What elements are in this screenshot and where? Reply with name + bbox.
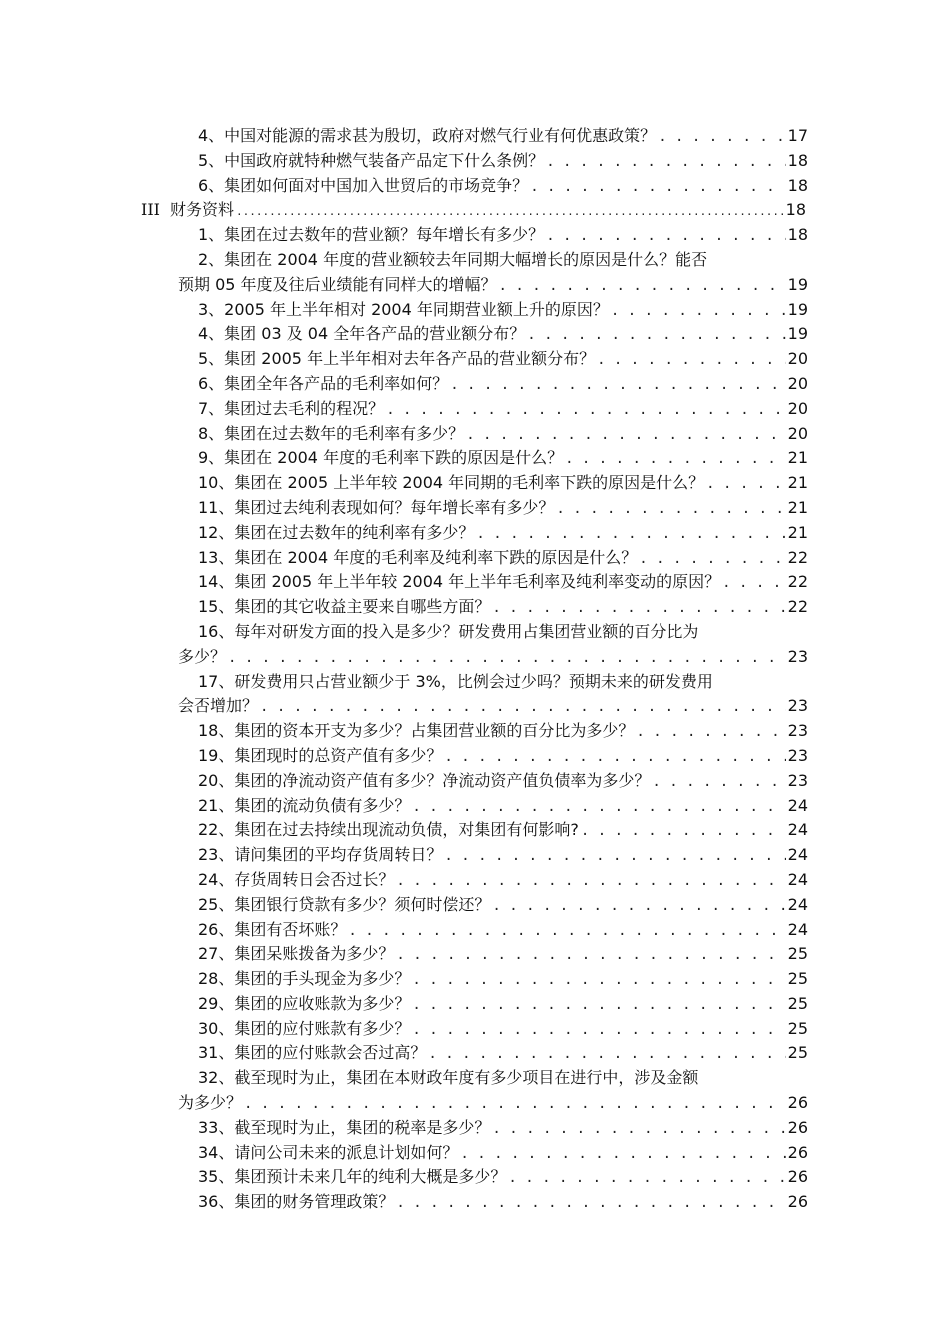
page-number: 17 — [787, 126, 808, 145]
toc-line — [0, 794, 950, 819]
page-number: 24 — [787, 894, 808, 914]
toc-entry-title: 21、集团的流动负债有多少？ — [198, 795, 411, 815]
toc-entry-title: 20、集团的净流动资产值有多少？净流动资产值负债率为多少？ — [198, 770, 651, 790]
dot-leader — [652, 770, 785, 795]
page-number: 23 — [787, 745, 808, 765]
toc-entry[interactable] — [0, 124, 950, 149]
toc-entry[interactable] — [0, 967, 950, 992]
toc-entry[interactable] — [0, 843, 950, 868]
dot-leader — [444, 745, 785, 770]
toc-entry-title: 12、集团在过去数年的纯利率有多少？ — [198, 522, 475, 542]
toc-section-heading[interactable] — [0, 198, 950, 223]
toc-entry[interactable] — [0, 893, 950, 918]
page-number: 22 — [787, 572, 808, 592]
toc-entry-title: 7、集团过去毛利的程况？ — [198, 398, 385, 418]
toc-entry[interactable] — [0, 1141, 950, 1166]
toc-line — [0, 149, 950, 174]
toc-entry-title: 18、集团的资本开支为多少？占集团营业额的百分比为多少？ — [198, 721, 635, 741]
toc-entry[interactable] — [0, 496, 950, 521]
toc-entry-title: 会否增加？ — [178, 696, 259, 716]
dot-leader — [236, 200, 784, 225]
toc-entry-title: 28、集团的手头现金为多少？ — [198, 969, 411, 989]
toc-entry[interactable] — [0, 719, 950, 744]
toc-entry-title: 34、请问公司未来的派息计划如何？ — [198, 1142, 459, 1162]
toc-line — [0, 248, 950, 273]
dot-leader — [460, 1142, 785, 1167]
toc-entry[interactable] — [0, 769, 950, 794]
toc-entry-title: 11、集团过去纯利表现如何？每年增长率有多少？ — [198, 497, 555, 517]
toc-line — [0, 620, 950, 645]
toc-entry-title: 17、研发费用只占营业额少于 3%，比例会过少吗？预期未来的研发费用 — [198, 671, 713, 691]
toc-entry[interactable] — [0, 1116, 950, 1141]
dot-leader — [386, 398, 785, 423]
toc-line — [0, 347, 950, 372]
toc-entry-title: 22、集团在过去持续出现流动负债，对集团有何影响? — [198, 820, 579, 840]
page-number: 24 — [787, 820, 808, 840]
toc-entry-title: 24、存货周转日会否过长？ — [198, 869, 395, 889]
toc-entry[interactable] — [0, 570, 950, 595]
dot-leader — [396, 869, 785, 894]
toc-entry[interactable] — [0, 942, 950, 967]
toc-line — [0, 694, 950, 719]
page-number: 18 — [787, 225, 808, 245]
toc-entry-title: 3、2005 年上半年相对 2004 年同期营业额上升的原因？ — [198, 299, 609, 319]
dot-leader — [396, 943, 785, 968]
toc-entry[interactable] — [0, 1017, 950, 1042]
dot-leader — [396, 1191, 785, 1216]
page-number: 25 — [787, 993, 808, 1013]
toc-entry[interactable] — [0, 521, 950, 546]
page-number: 22 — [787, 547, 808, 567]
dot-leader — [412, 1018, 785, 1043]
toc-line — [0, 546, 950, 571]
section-number: III — [141, 200, 160, 220]
page-number: 24 — [787, 869, 808, 889]
toc-line — [0, 818, 950, 843]
page-number: 18 — [787, 150, 808, 170]
toc-entry-title: 25、集团银行贷款有多少？须何时偿还？ — [198, 894, 491, 914]
page-number: 20 — [787, 373, 808, 393]
page-number: 19 — [787, 274, 808, 294]
dot-leader — [546, 224, 785, 249]
toc-entry[interactable] — [0, 397, 950, 422]
toc-line — [0, 1190, 950, 1215]
toc-entry[interactable] — [0, 1165, 950, 1190]
toc-line — [0, 124, 950, 149]
page-number: 19 — [787, 324, 808, 344]
page-number: 21 — [787, 473, 808, 493]
page-number: 20 — [787, 423, 808, 443]
toc-entry-title: 多少？ — [178, 646, 227, 666]
toc-line — [0, 893, 950, 918]
toc-line — [0, 1091, 950, 1116]
toc-entry-title: 19、集团现时的总资产值有多少？ — [198, 745, 443, 765]
dot-leader — [228, 646, 786, 671]
toc-entry-title: 4、中国对能源的需求甚为殷切，政府对燃气行业有何优惠政策？ — [198, 126, 657, 145]
toc-entry[interactable] — [0, 794, 950, 819]
toc-entry-title: 财务资料 — [169, 200, 234, 220]
toc-line — [0, 298, 950, 323]
toc-entry[interactable] — [0, 422, 950, 447]
dot-leader — [597, 348, 786, 373]
dot-leader — [492, 1117, 785, 1142]
toc-line — [0, 942, 950, 967]
table-of-contents — [0, 124, 950, 1215]
toc-entry-title: 5、中国政府就特种燃气装备产品定下什么条例？ — [198, 150, 545, 170]
page-number: 18 — [785, 200, 806, 220]
toc-line — [0, 1116, 950, 1141]
toc-line — [0, 422, 950, 447]
dot-leader — [527, 323, 785, 348]
dot-leader — [636, 720, 785, 745]
page-number: 24 — [787, 795, 808, 815]
toc-entry-title: 13、集团在 2004 年度的毛利率及纯利率下跌的原因是什么？ — [198, 547, 638, 567]
toc-line — [0, 645, 950, 670]
dot-leader — [444, 844, 785, 869]
toc-line — [0, 223, 950, 248]
toc-entry-title: 2、集团在 2004 年度的营业额较去年同期大幅增长的原因是什么？能否 — [198, 249, 708, 269]
toc-entry[interactable] — [0, 918, 950, 943]
page-number: 23 — [787, 721, 808, 741]
toc-line — [0, 372, 950, 397]
toc-line — [0, 595, 950, 620]
toc-entry-title: 31、集团的应付账款会否过高？ — [198, 1043, 427, 1063]
toc-line — [0, 719, 950, 744]
dot-leader — [244, 1092, 786, 1117]
toc-entry[interactable] — [0, 223, 950, 248]
toc-entry-title: 36、集团的财务管理政策？ — [198, 1192, 395, 1212]
dot-leader — [412, 968, 785, 993]
toc-entry-title: 预期 05 年度及往后业绩能有同样大的增幅？ — [178, 274, 497, 294]
toc-entry-title: 6、集团如何面对中国加入世贸后的市场竞争？ — [198, 175, 529, 195]
page-number: 19 — [787, 299, 808, 319]
toc-entry-title: 10、集团在 2005 上半年较 2004 年同期的毛利率下跌的原因是什么？ — [198, 473, 705, 493]
toc-entry[interactable] — [0, 1041, 950, 1066]
toc-entry[interactable] — [0, 818, 950, 843]
dot-leader — [611, 299, 786, 324]
toc-entry[interactable] — [0, 744, 950, 769]
toc-entry[interactable] — [0, 620, 950, 670]
toc-entry-title: 5、集团 2005 年上半年相对去年各产品的营业额分布？ — [198, 349, 596, 369]
dot-leader — [492, 596, 785, 621]
toc-entry[interactable] — [0, 595, 950, 620]
toc-line — [0, 967, 950, 992]
page-number: 24 — [787, 919, 808, 939]
page-number: 24 — [787, 845, 808, 865]
page-number: 20 — [787, 398, 808, 418]
page-number: 18 — [787, 175, 808, 195]
toc-entry[interactable] — [0, 322, 950, 347]
toc-entry[interactable] — [0, 868, 950, 893]
dot-leader — [565, 447, 786, 472]
toc-entry[interactable] — [0, 149, 950, 174]
toc-entry-title: 6、集团全年各产品的毛利率如何？ — [198, 373, 449, 393]
dot-leader — [546, 150, 785, 175]
toc-line — [0, 744, 950, 769]
page-number: 25 — [787, 969, 808, 989]
page-number: 23 — [787, 696, 808, 716]
dot-leader — [722, 571, 785, 596]
toc-entry-title: 29、集团的应收账款为多少？ — [198, 993, 411, 1013]
toc-entry[interactable] — [0, 546, 950, 571]
toc-entry[interactable] — [0, 372, 950, 397]
toc-line — [0, 992, 950, 1017]
toc-entry-title: 33、截至现时为止，集团的税率是多少？ — [198, 1117, 491, 1137]
toc-entry-title: 26、集团有否坏账？ — [198, 919, 347, 939]
toc-entry[interactable] — [0, 298, 950, 323]
dot-leader — [639, 547, 785, 572]
page-number: 26 — [787, 1117, 808, 1137]
toc-entry[interactable] — [0, 992, 950, 1017]
toc-line — [0, 521, 950, 546]
toc-entry-title: 30、集团的应付账款有多少？ — [198, 1018, 411, 1038]
page-number: 26 — [787, 1192, 808, 1212]
dot-leader — [706, 472, 785, 497]
toc-entry-title: 35、集团预计未来几年的纯利大概是多少？ — [198, 1167, 507, 1187]
page-number: 23 — [787, 770, 808, 790]
dot-leader — [412, 993, 785, 1018]
toc-line — [0, 198, 950, 223]
toc-line — [0, 670, 950, 695]
toc-entry-title: 27、集团呆账拨备为多少？ — [198, 944, 395, 964]
toc-entry[interactable] — [0, 1066, 950, 1116]
dot-leader — [556, 497, 785, 522]
toc-entry[interactable] — [0, 248, 950, 298]
dot-leader — [499, 274, 786, 299]
page-number: 20 — [787, 349, 808, 369]
page-number: 26 — [787, 1167, 808, 1187]
toc-entry[interactable] — [0, 347, 950, 372]
toc-entry-title: 1、集团在过去数年的营业额？每年增长有多少？ — [198, 225, 545, 245]
dot-leader — [581, 819, 786, 844]
toc-line — [0, 868, 950, 893]
dot-leader — [466, 423, 785, 448]
toc-line — [0, 1066, 950, 1091]
dot-leader — [476, 522, 785, 547]
toc-entry-title: 8、集团在过去数年的毛利率有多少？ — [198, 423, 465, 443]
toc-line — [0, 1017, 950, 1042]
page-number: 25 — [787, 1043, 808, 1063]
toc-line — [0, 397, 950, 422]
page-number: 25 — [787, 1018, 808, 1038]
toc-entry-title: 为多少？ — [178, 1093, 243, 1113]
toc-entry[interactable] — [0, 471, 950, 496]
toc-entry-title: 15、集团的其它收益主要来自哪些方面？ — [198, 597, 491, 617]
toc-line — [0, 446, 950, 471]
dot-leader — [492, 894, 785, 919]
toc-line — [0, 918, 950, 943]
toc-line — [0, 273, 950, 298]
toc-line — [0, 1041, 950, 1066]
page-number: 26 — [787, 1142, 808, 1162]
toc-line — [0, 174, 950, 199]
toc-entry-title: 4、集团 03 及 04 全年各产品的营业额分布？ — [198, 324, 526, 344]
toc-entry-title: 32、截至现时为止，集团在本财政年度有多少项目在进行中，涉及金额 — [198, 1068, 699, 1088]
toc-entry[interactable] — [0, 1190, 950, 1215]
page-number: 23 — [787, 646, 808, 666]
toc-line — [0, 1165, 950, 1190]
dot-leader — [658, 125, 785, 150]
dot-leader — [508, 1166, 785, 1191]
page-number: 21 — [787, 448, 808, 468]
toc-entry[interactable] — [0, 670, 950, 720]
toc-line — [0, 471, 950, 496]
toc-line — [0, 570, 950, 595]
toc-entry[interactable] — [0, 446, 950, 471]
page-number: 22 — [787, 597, 808, 617]
dot-leader — [428, 1042, 785, 1067]
dot-leader — [260, 695, 786, 720]
toc-entry-title: 23、请问集团的平均存货周转日？ — [198, 845, 443, 865]
dot-leader — [348, 919, 785, 944]
toc-entry-title: 16、每年对研发方面的投入是多少？研发费用占集团营业额的百分比为 — [198, 621, 699, 641]
toc-line — [0, 769, 950, 794]
page-number: 21 — [787, 497, 808, 517]
toc-line — [0, 322, 950, 347]
toc-entry-title: 9、集团在 2004 年度的毛利率下跌的原因是什么？ — [198, 448, 564, 468]
toc-line — [0, 1141, 950, 1166]
toc-line — [0, 496, 950, 521]
toc-entry-title: 14、集团 2005 年上半年较 2004 年上半年毛利率及纯利率变动的原因？ — [198, 572, 721, 592]
toc-entry[interactable] — [0, 174, 950, 199]
page-number: 25 — [787, 944, 808, 964]
page-number: 26 — [787, 1093, 808, 1113]
dot-leader — [530, 175, 785, 200]
toc-line — [0, 843, 950, 868]
dot-leader — [450, 373, 785, 398]
page-number: 21 — [787, 522, 808, 542]
dot-leader — [412, 795, 785, 820]
